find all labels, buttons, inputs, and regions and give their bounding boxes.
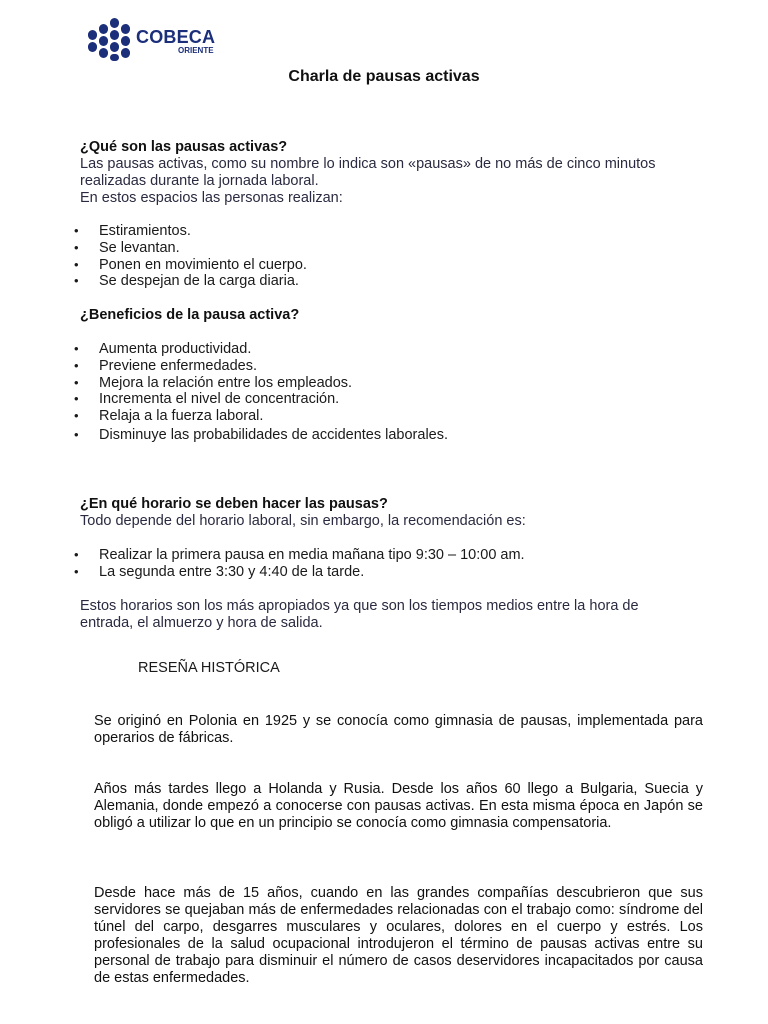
history-paragraph-2: Años más tardes llego a Holanda y Rusia. Desde los años 60 llego a Bulgaria, Suecia y Alemania, donde empezó a conocerse con pausas activas. En esta misma época en Japón se obligó a utilizar lo que en un principio se conocía como gimnasia compensatoria. — [94, 781, 703, 831]
schedule-intro: Todo depende del horario laboral, sin embargo, la recomendación es: — [80, 513, 526, 529]
brand-subtitle: ORIENTE — [178, 46, 214, 55]
section-heading-benefits: ¿Beneficios de la pausa activa? — [80, 307, 300, 323]
list-item: • Incrementa el nivel de concentración. — [74, 391, 448, 408]
list-item: • Mejora la relación entre los empleados. — [74, 375, 448, 392]
benefits-list — [74, 341, 448, 444]
activities-list — [74, 223, 307, 290]
list-item: • Previene enfermedades. — [74, 358, 448, 375]
list-item: • Aumenta productividad. — [74, 341, 448, 358]
section-heading-what: ¿Qué son las pausas activas? — [80, 139, 288, 155]
paragraph-line: En estos espacios las personas realizan: — [80, 190, 343, 206]
schedule-list — [74, 547, 525, 581]
list-item: • Se levantan. — [74, 240, 307, 257]
list-item: • Realizar la primera pausa en media mañana tipo 9:30 – 10:00 am. — [74, 547, 525, 564]
schedule-note-line: Estos horarios son los más apropiados ya que son los tiempos medios entre la hora de — [80, 598, 639, 614]
history-paragraph-1: Se originó en Polonia en 1925 y se conocía como gimnasia de pausas, implementada para operarios de fábricas. — [94, 713, 703, 746]
list-item: • Se despejan de la carga diaria. — [74, 273, 307, 290]
section-heading-schedule: ¿En qué horario se deben hacer las pausas? — [80, 496, 388, 512]
list-item: • La segunda entre 3:30 y 4:40 de la tarde. — [74, 564, 525, 581]
list-item: • Relaja a la fuerza laboral. — [74, 408, 448, 425]
list-item: • Disminuye las probabilidades de accidentes laborales. — [74, 427, 448, 444]
schedule-note-line: entrada, el almuerzo y hora de salida. — [80, 615, 323, 631]
page-title: Charla de pausas activas — [288, 68, 480, 85]
paragraph-line: Las pausas activas, como su nombre lo indica son «pausas» de no más de cinco minutos — [80, 156, 656, 172]
history-heading: RESEÑA HISTÓRICA — [138, 660, 280, 676]
paragraph-line: realizadas durante la jornada laboral. — [80, 173, 319, 189]
list-item: • Ponen en movimiento el cuerpo. — [74, 257, 307, 274]
list-item: • Estiramientos. — [74, 223, 307, 240]
brand-name: COBECA — [136, 27, 216, 47]
history-paragraph-3: Desde hace más de 15 años, cuando en las grandes compañías descubrieron que sus servidores se quejaban más de enfermedades relacionadas con el trabajo como: síndrome del túnel del carpo, desgarres musculares y oculares, dolores en el cuerpo y estrés. Los profesionales de la salud ocupacional introdujeron el término de pausas activas entre su personal de trabajo para disminuir el número de casos deservidores incapacitados por causa de estas enfermedades. — [94, 885, 703, 986]
